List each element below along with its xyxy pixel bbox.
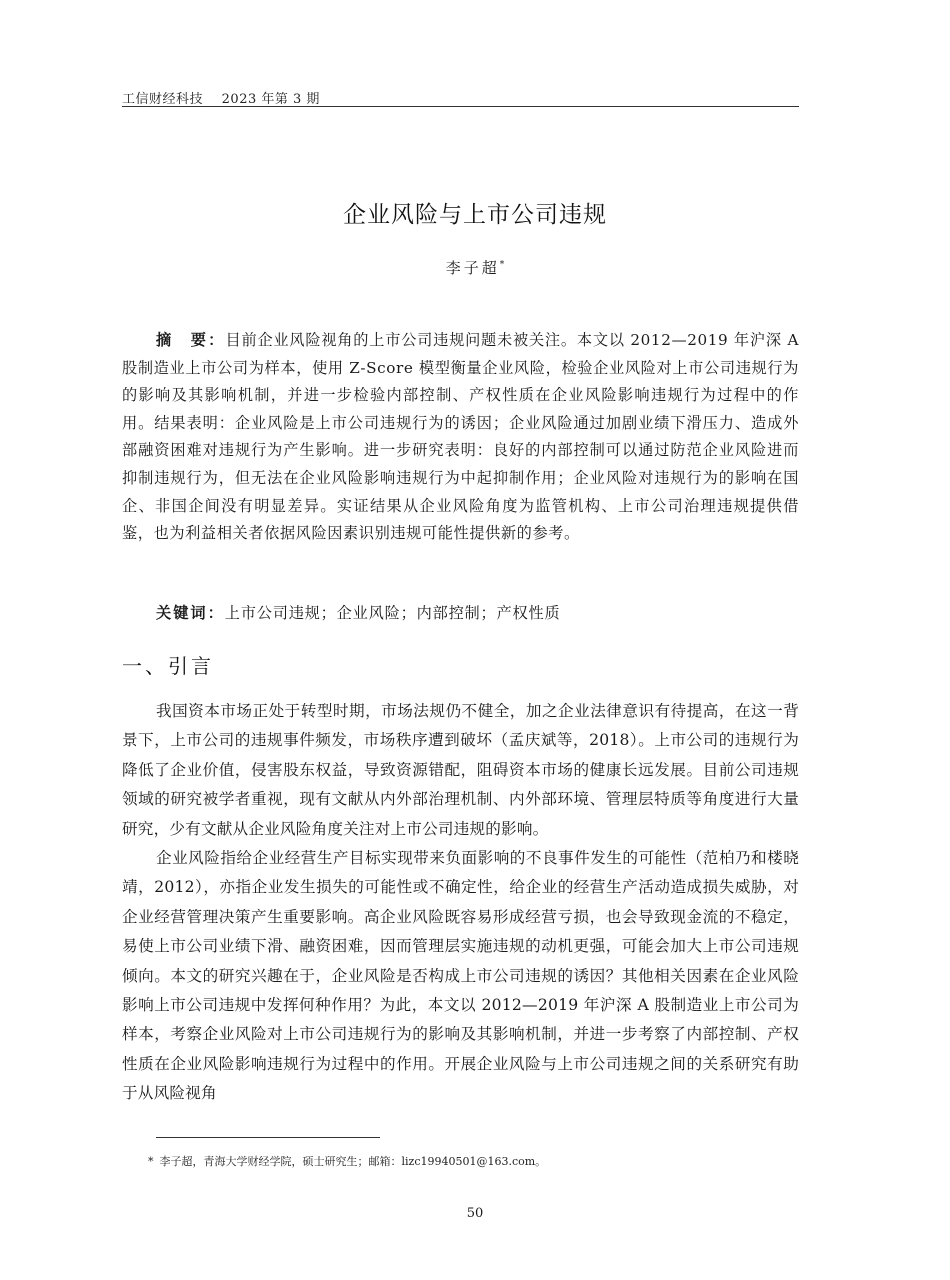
page-number: 50 [466, 1206, 484, 1221]
keywords-text: 上市公司违规；企业风险；内部控制；产权性质 [224, 604, 561, 622]
footnote [148, 1153, 798, 1169]
footnote-mark: * [148, 1155, 154, 1168]
abstract-label: 摘 要： [156, 331, 226, 349]
paragraph-2: 企业风险指给企业经营生产目标实现带来负面影响的不良事件发生的可能性（范柏乃和楼晓靖，2012），亦指企业发生损失的可能性或不确定性，给企业的经营生产活动造成损失威胁，对企业经营管理决策产生重要影响。高企业风险既容易形成经营亏损，也会导致现金流的不稳定，易使上市公司业绩下滑、融资困难，因而管理层实施违规的动机更强，可能会加大上市公司违规倾向。本文的研究兴趣在于，企业风险是否构成上市公司违规的诱因？其他相关因素在企业风险影响上市公司违规中发挥何种作用？为此，本文以 2012—2019 年沪深 A 股制造业上市公司为样本，考察企业风险对上市公司违规行为的影响及其影响机制，并进一步考察了内部控制、产权性质在企业风险影响违规行为过程中的作用。开展企业风险与上市公司违规之间的关系研究有助于从风险视角 [122, 849, 799, 1103]
footnote-divider [156, 1137, 380, 1138]
section-heading: 一、引言 [122, 654, 214, 678]
running-header [122, 88, 799, 107]
body-text [122, 697, 799, 1109]
header-divider [122, 106, 799, 107]
paragraph-1: 我国资本市场正处于转型时期，市场法规仍不健全，加之企业法律意识有待提高，在这一背景下，上市公司的违规事件频发，市场秩序遭到破坏（孟庆斌等，2018）。上市公司的违规行为降低了企业价值，侵害股东权益，导致资源错配，阻碍资本市场的健康长远发展。目前公司违规领域的研究被学者重视，现有文献从内外部治理机制、内外部环境、管理层特质等角度进行大量研究，少有文献从企业风险角度关注对上市公司违规的影响。 [122, 702, 799, 838]
author-footnote-mark: * [499, 260, 505, 270]
author-name: 李子超 [445, 259, 500, 277]
keywords [156, 600, 799, 627]
issue-info: 2023 年第 3 期 [221, 92, 320, 107]
author-line [0, 257, 950, 278]
abstract [122, 327, 799, 548]
keywords-label: 关键词： [156, 604, 225, 622]
paper-title: 企业风险与上市公司违规 [343, 202, 607, 228]
journal-name: 工信财经科技 [122, 92, 204, 107]
abstract-text: 目前企业风险视角的上市公司违规问题未被关注。本文以 2012—2019 年沪深 A 股制造业上市公司为样本，使用 Z-Score 模型衡量企业风险，检验企业风险对上市公司违规行为的影响及其影响机制，并进一步检验内部控制、产权性质在企业风险影响违规行为过程中的作用。结果表明：企业风险是上市公司违规行为的诱因；企业风险通过加剧业绩下滑压力、造成外部融资困难对违规行为产生影响。进一步研究表明：良好的内部控制可以通过防范企业风险进而抑制违规行为，但无法在企业风险影响违规行为中起抑制作用；企业风险对违规行为的影响在国企、非国企间没有明显差异。实证结果从企业风险角度为监管机构、上市公司治理违规提供借鉴，也为利益相关者依据风险因素识别违规可能性提供新的参考。 [122, 331, 800, 543]
footnote-text: 李子超，青海大学财经学院，硕士研究生；邮箱：lizc19940501@163.com。 [159, 1155, 547, 1168]
